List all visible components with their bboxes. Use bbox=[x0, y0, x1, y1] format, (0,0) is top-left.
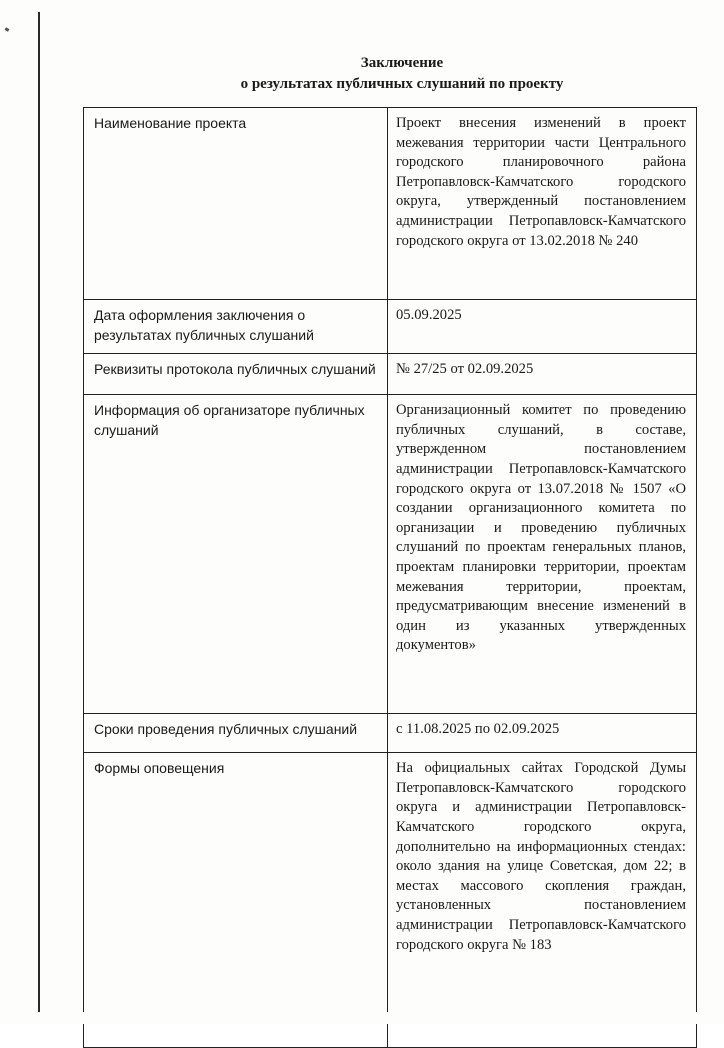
table-row-protocol bbox=[84, 354, 697, 395]
table-row-notification bbox=[84, 753, 697, 1048]
row-label: Наименование проекта bbox=[84, 108, 388, 300]
table-row-period bbox=[84, 714, 697, 753]
table-row-project-name bbox=[84, 108, 697, 300]
table-row-organizer bbox=[84, 395, 697, 714]
title-line-2: о результатах публичных слушаний по проекту bbox=[240, 76, 564, 92]
row-value: На официальных сайтах Городской Думы Петропавловск-Камчатского городского округа и администрации Петропавловск-Камчатского городского округа, дополнительно на информационных стендах: около здания на улице Советская, дом 22; в местах массового скопления граждан, установленных постановлением администрации Петропавловск-Камчатского городского округа № 183 bbox=[388, 753, 697, 1048]
row-label: Дата оформления заключения о результатах публичных слушаний bbox=[84, 300, 388, 354]
document-subtitle bbox=[40, 75, 724, 93]
page-bottom-edge bbox=[0, 1012, 724, 1024]
row-label: Реквизиты протокола публичных слушаний bbox=[84, 354, 388, 395]
conclusion-table bbox=[83, 107, 697, 1048]
row-value: № 27/25 от 02.09.2025 bbox=[388, 354, 697, 395]
row-value: 05.09.2025 bbox=[388, 300, 697, 354]
table-row-conclusion-date bbox=[84, 300, 697, 354]
row-label: Формы оповещения bbox=[84, 753, 388, 1048]
scan-edge-line bbox=[38, 12, 40, 1012]
row-value: Организационный комитет по проведению публичных слушаний, в составе, утвержденном постановлением администрации Петропавловск-Камчатского городского округа от 13.07.2018 № 1507 «О создании организационного комитета по организации и проведению публичных слушаний по проектам генеральных планов, проектам планировки территории, проектам межевания территории, проектам, предусматривающим внесение изменений в один из указанных утвержденных документов» bbox=[388, 395, 697, 714]
row-value: с 11.08.2025 по 02.09.2025 bbox=[388, 714, 697, 753]
row-label: Информация об организаторе публичных слушаний bbox=[84, 395, 388, 714]
row-label: Сроки проведения публичных слушаний bbox=[84, 714, 388, 753]
title-line-1: Заключение bbox=[360, 55, 444, 71]
row-value: Проект внесения изменений в проект межевания территории части Центрального городского планировочного района Петропавловск-Камчатского городского округа, утвержденный постановлением администрации Петропавловск-Камчатского городского округа от 13.02.2018 № 240 bbox=[388, 108, 697, 300]
document-title bbox=[40, 54, 724, 72]
